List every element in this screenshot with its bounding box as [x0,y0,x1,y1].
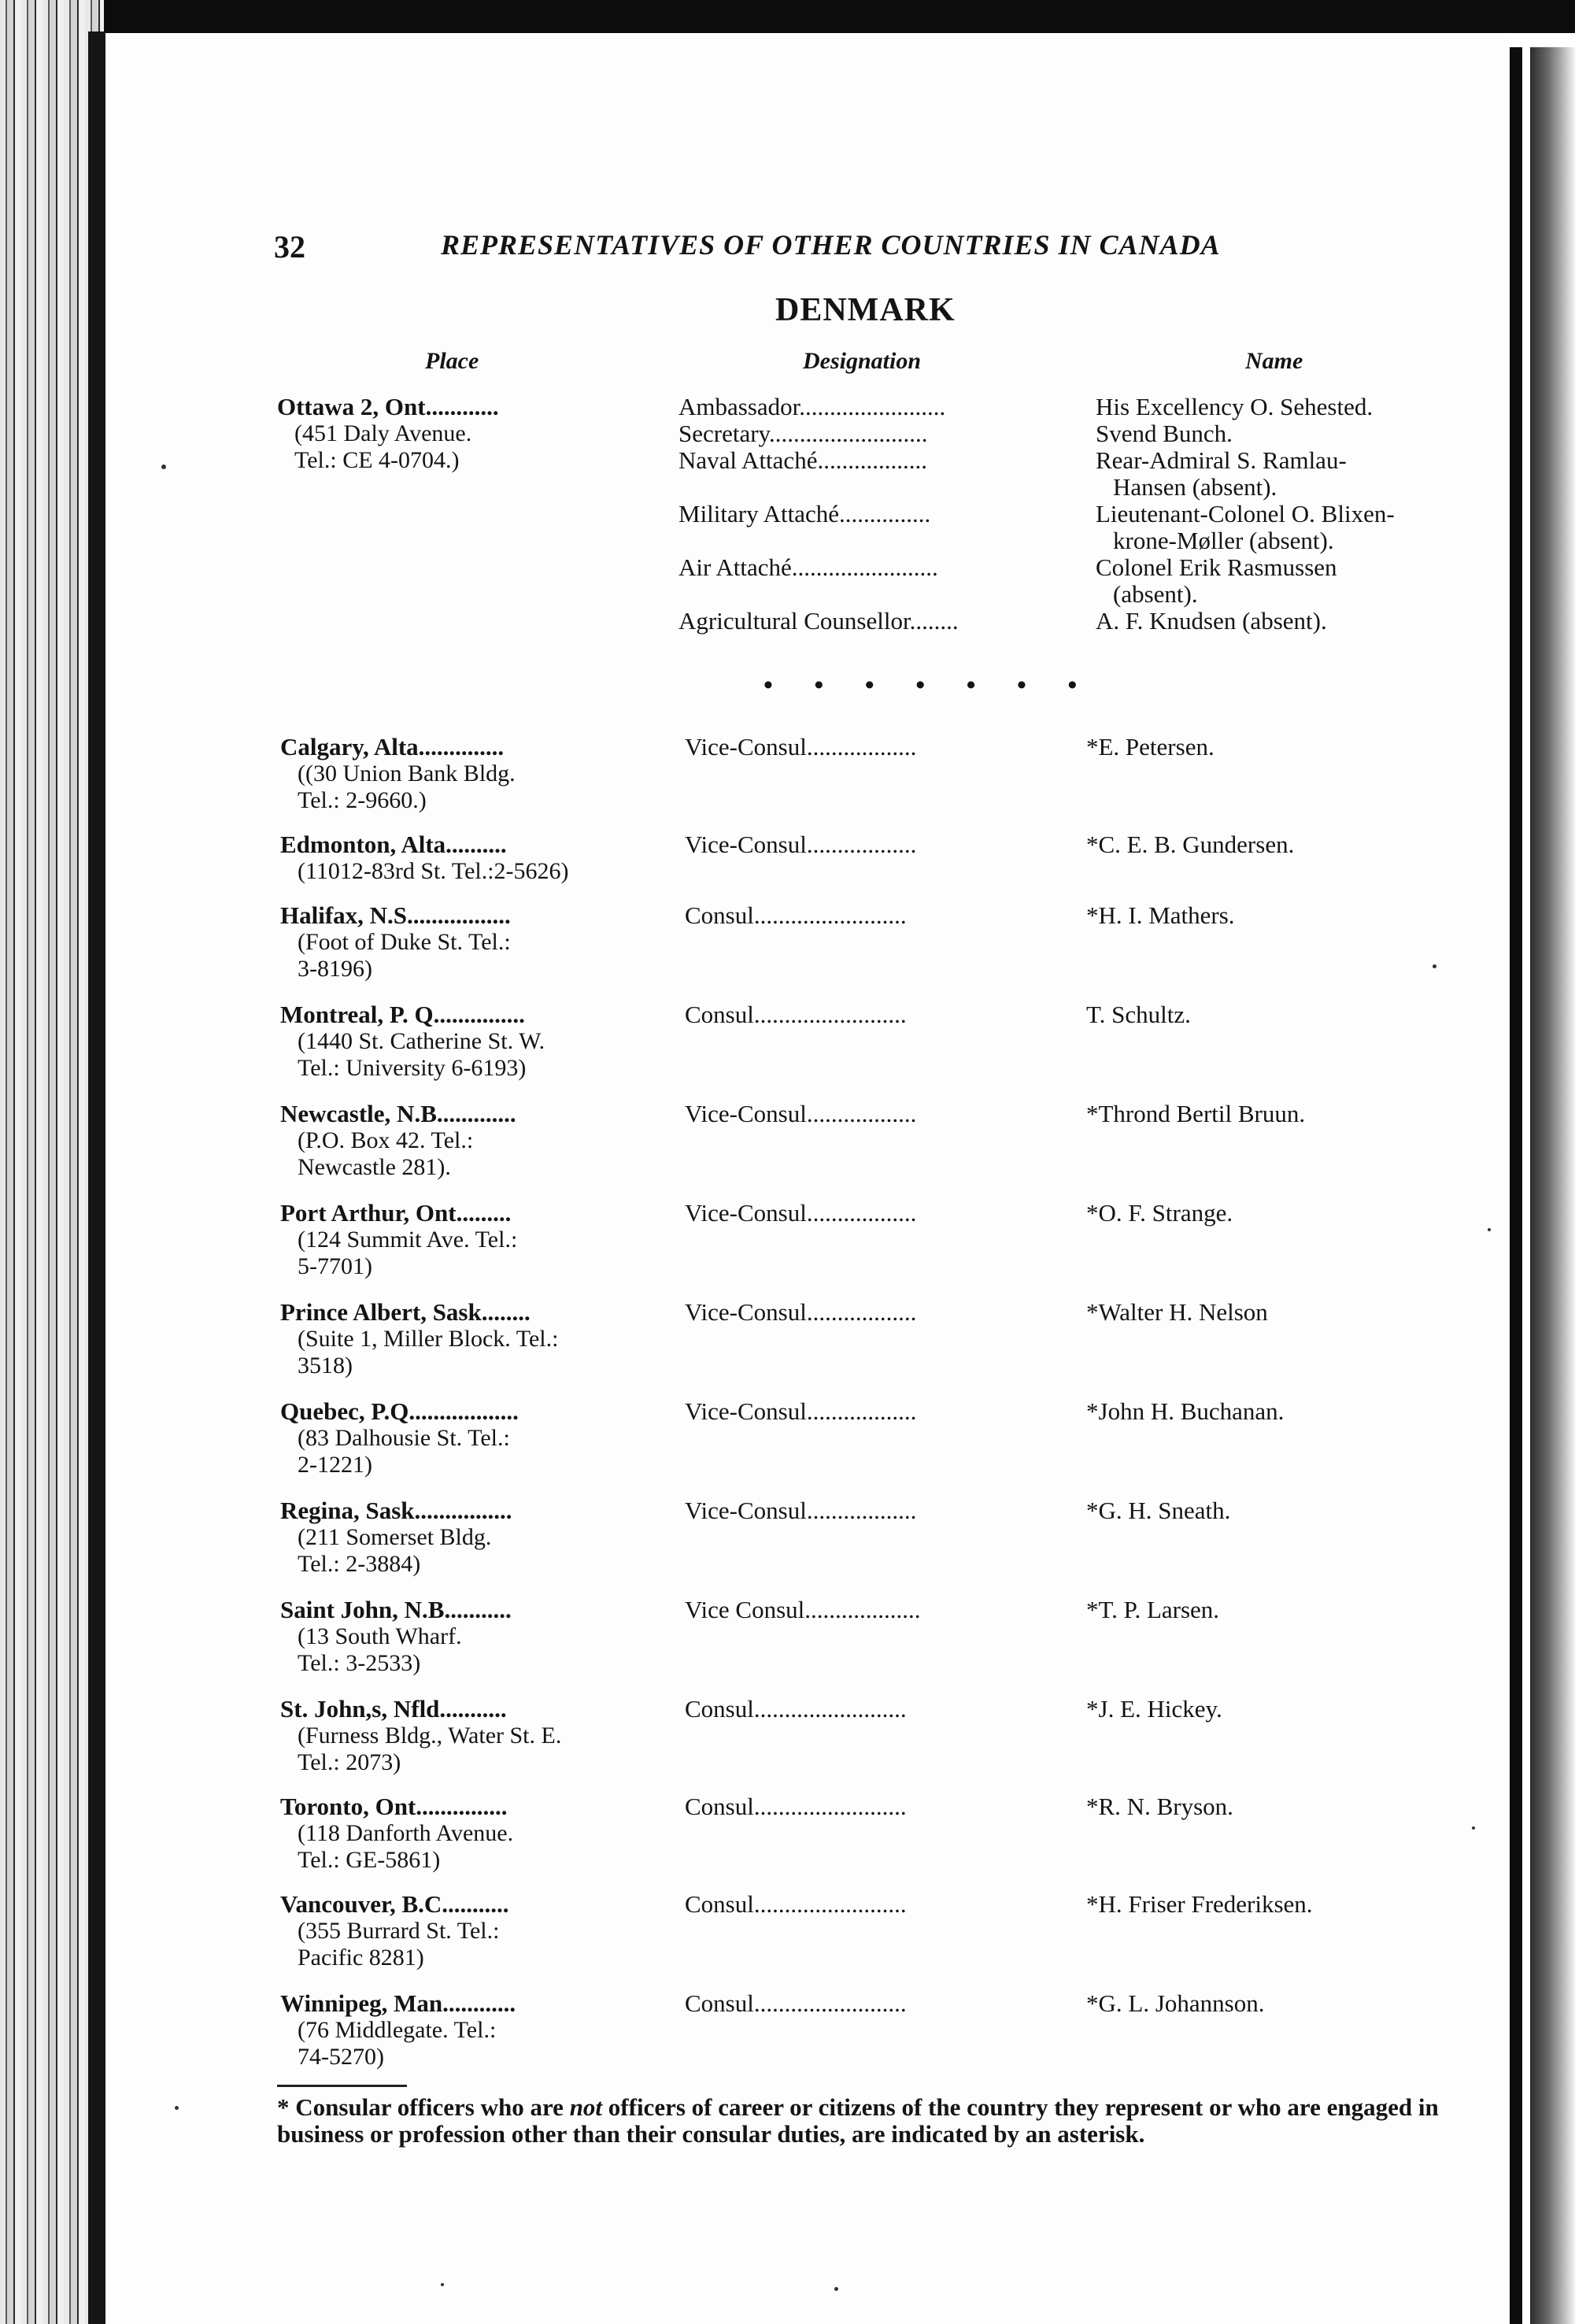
representative-name [1086,1001,1456,1028]
place-cell [280,1299,674,1379]
footnote-text: * Consular officers who are [277,2093,570,2121]
footnote-emphasis: not [569,2093,603,2121]
designation: Consul......................... [685,1696,907,1723]
name-line: *Walter H. Nelson [1086,1298,1268,1326]
footnote-text-continued: officers of career or citizens of the country they represent or who are engaged in business or profession other than their consular duties, are indicated by an asterisk. [277,2093,1439,2148]
place-cell [280,1001,674,1082]
name-line: (absent). [1113,580,1198,608]
place-address: (211 Somerset Bldg. Tel.: 2-3884) [298,1524,492,1577]
column-header-designation: Designation [803,348,922,374]
designation: Consul......................... [685,902,907,929]
scan-right-shade [1530,47,1575,2324]
name-line: *Thrond Bertil Bruun. [1086,1100,1306,1127]
designation: Air Attaché........................ [678,554,938,581]
designation: Vice-Consul.................. [685,1101,917,1127]
designation: Vice-Consul.................. [685,1398,917,1425]
place-address: (83 Dalhousie St. Tel.: 2-1221) [298,1425,510,1478]
place-cell [280,1597,674,1677]
designation: Agricultural Counsellor........ [678,608,959,635]
running-head: REPRESENTATIVES OF OTHER COUNTRIES IN CANADA [441,229,1221,261]
designation: Vice-Consul.................. [685,1299,917,1326]
representative-name [1086,1497,1456,1524]
designation: Vice-Consul.................. [685,831,917,858]
name-line: *G. L. Johannson. [1086,1989,1265,2017]
name-line: *H. Friser Frederiksen. [1086,1890,1313,1918]
place-name: Ottawa 2, Ont............ [277,394,499,420]
name-line: Svend Bunch. [1096,420,1233,447]
place-cell [280,1497,674,1578]
name-line: A. F. Knudsen (absent). [1096,607,1327,635]
place-address: (Suite 1, Miller Block. Tel.: 3518) [298,1326,559,1378]
place-name: Edmonton, Alta.......... [280,831,507,858]
place-address: (355 Burrard St. Tel.: Pacific 8281) [298,1918,500,1971]
designation: Military Attaché............... [678,501,931,527]
designation: Consul......................... [685,1793,907,1820]
name-line: *E. Petersen. [1086,733,1215,760]
country-heading: DENMARK [775,292,956,328]
representative-name [1086,831,1456,858]
designation: Vice-Consul.................. [685,734,917,760]
name-line: His Excellency O. Sehested. [1096,393,1374,420]
scan-speck [175,2106,179,2110]
place-cell [280,734,674,814]
place-name: Regina, Sask................ [280,1497,512,1524]
designation: Consul......................... [685,1990,907,2017]
representative-name [1096,554,1466,608]
representative-name [1086,1793,1456,1820]
representative-name [1096,501,1466,554]
name-line: *G. H. Sneath. [1086,1497,1231,1524]
representative-name [1086,1696,1456,1723]
designation: Ambassador........................ [678,394,946,420]
footnote-rule [277,2085,407,2087]
representative-name [1096,394,1466,420]
scan-speck [834,2287,838,2291]
footnote [277,2094,1466,2148]
representative-name [1086,1299,1456,1326]
place-cell [280,1101,674,1181]
place-name: Port Arthur, Ont......... [280,1200,512,1227]
place-name: Halifax, N.S................. [280,902,511,929]
designation: Secretary.......................... [678,420,928,447]
place-address: (11012-83rd St. Tel.:2-5626) [298,858,569,884]
name-line: *C. E. B. Gundersen. [1086,831,1295,858]
designation: Vice-Consul.................. [685,1497,917,1524]
name-line: *J. E. Hickey. [1086,1695,1222,1723]
place-address: (118 Danforth Avenue. Tel.: GE-5861) [298,1820,514,1873]
representative-name [1096,608,1466,635]
place-address: (Foot of Duke St. Tel.: 3-8196) [298,929,511,982]
designation: Vice Consul................... [685,1597,921,1623]
name-line: *R. N. Bryson. [1086,1793,1233,1820]
place-address: ((30 Union Bank Bldg. Tel.: 2-9660.) [298,760,516,813]
place-name: Prince Albert, Sask........ [280,1299,531,1326]
page-number: 32 [274,229,305,265]
representative-name [1086,1200,1456,1227]
place-name: St. John,s, Nfld........... [280,1696,507,1723]
designation: Consul......................... [685,1891,907,1918]
designation: Naval Attaché.................. [678,447,927,474]
name-line: *John H. Buchanan. [1086,1397,1285,1425]
place-address: (76 Middlegate. Tel.: 74-5270) [298,2017,497,2070]
place-name: Calgary, Alta.............. [280,734,505,760]
place-address: (451 Daly Avenue. Tel.: CE 4-0704.) [294,420,472,473]
place-address: (1440 St. Catherine St. W. Tel.: University 6-6193) [298,1028,545,1081]
name-line: Lieutenant-Colonel O. Blixen- [1096,500,1395,527]
place-name: Toronto, Ont............... [280,1793,508,1820]
place-cell [280,1793,674,1874]
place-cell [280,902,674,983]
place-cell [280,1200,674,1280]
place-name: Vancouver, B.C........... [280,1891,509,1918]
representative-name [1086,1101,1456,1127]
place-cell [280,1990,674,2071]
scan-right-edge [1510,47,1522,2324]
scan-left-edge [88,31,105,2324]
designation: Consul......................... [685,1001,907,1028]
name-line: *T. P. Larsen. [1086,1596,1220,1623]
place-address: (13 South Wharf. Tel.: 3-2533) [298,1623,462,1676]
scan-speck [161,464,166,469]
name-line: T. Schultz. [1086,1001,1191,1028]
place-cell [280,831,674,885]
place-name: Winnipeg, Man............ [280,1990,516,2017]
representative-name [1086,1597,1456,1623]
representative-name [1086,1891,1456,1918]
representative-name [1086,902,1456,929]
place-name: Montreal, P. Q............... [280,1001,525,1028]
scan-speck [441,2283,444,2286]
place-name: Quebec, P.Q.................. [280,1398,519,1425]
column-header-name: Name [1245,348,1303,374]
section-separator: • • • • • • • [763,671,1095,700]
place-cell [280,1696,674,1776]
representative-name [1086,734,1456,760]
place-name: Saint John, N.B........... [280,1597,512,1623]
place-address: (124 Summit Ave. Tel.: 5-7701) [298,1227,518,1279]
scan-speck [1472,1826,1475,1830]
place-name: Newcastle, N.B............. [280,1101,516,1127]
representative-name [1086,1398,1456,1425]
place-cell [280,1398,674,1478]
representative-name [1086,1990,1456,2017]
place-address: (Furness Bldg., Water St. E. Tel.: 2073) [298,1723,562,1775]
representative-name [1096,420,1466,447]
designation: Vice-Consul.................. [685,1200,917,1227]
name-line: *H. I. Mathers. [1086,901,1235,929]
place-cell [280,1891,674,1971]
name-line: Colonel Erik Rasmussen [1096,553,1337,581]
representative-name [1096,447,1466,501]
place-cell [277,394,671,474]
scan-top-border [0,0,1575,33]
name-line: Hansen (absent). [1113,473,1277,501]
column-header-place: Place [425,348,479,374]
name-line: *O. F. Strange. [1086,1199,1233,1227]
place-address: (P.O. Box 42. Tel.: Newcastle 281). [298,1127,474,1180]
scan-speck [1433,964,1436,968]
name-line: Rear-Admiral S. Ramlau- [1096,446,1347,474]
name-line: krone-Møller (absent). [1113,527,1334,554]
scan-speck [1488,1228,1491,1231]
